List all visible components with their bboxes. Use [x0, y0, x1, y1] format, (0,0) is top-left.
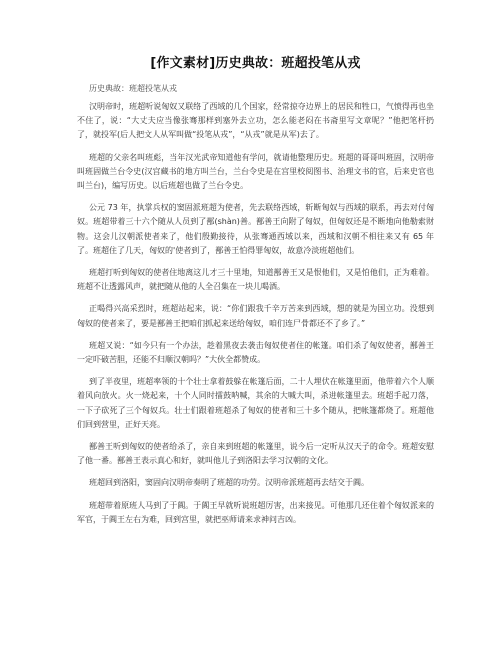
paragraph: 班超带着原班人马到了于阗。于阗王早就听说班超厉害，出来接见。可他那几还住着个匈奴派来的军官，于阗王左右为难，回到宫里，就把巫师请来求神问吉凶。	[77, 500, 434, 524]
paragraph: 鄯善王听到匈奴的使者给杀了，亲自来到班超的帐篷里，说今后一定听从汉天子的命令。班超安慰了他一番。鄯善王表示真心和好，就叫他儿子到洛阳去学习汉朝的文化。	[77, 442, 434, 466]
paragraph: 到了半夜里，班超率领的十个壮士拿着鼓躲在帐篷后面，二十人埋伏在帐篷里面，他带着六个人顺着风向放火。火一烧起来，十个人同时擂鼓呐喊，其余的大喊大叫，杀进帐篷里去。班超手起刀落，一下子砍死了三个匈奴兵。壮士们跟着班超杀了匈奴的使者和三十多个随从，把帐篷都烧了。班超他们回到营里，正好天亮。	[77, 377, 434, 429]
paragraph: 正喝得兴高采烈时，班超站起来，说：“你们跟我千辛万苦来到西域，想的就是为国立功。没想到匈奴的使者来了，要是鄯善王把咱们抓起来送给匈奴，咱们连尸骨都还不了乡了。”	[77, 304, 434, 328]
paragraph: 公元 73 年，执掌兵权的窦固派班超为使者，先去联络西域，斩断匈奴与西域的联系，再去对付匈奴。班超带着三十六个随从人员到了鄯(shàn)善。鄯善王向附了匈奴，但匈奴还是不断地向他勒索财物。这会儿汉朝派使者来了，他们殷勤接待，从张骞通西域以来，西域和汉朝不相往来又有 65 年了。班超住了几天，匈奴的'使者到了，鄯善王怕得罪匈奴，故意冷淡班超他们。	[77, 203, 434, 255]
document-title: [作文素材]历史典故：班超投笔从戎	[150, 56, 361, 71]
paragraph: 班超回到洛阳，窦固向汉明帝奏明了班超的功劳。汉明帝派班超再去结交于阗。	[89, 478, 369, 488]
paragraph: 班超的父亲名叫班彪，当年汉光武帝知道他有学问，就请他整理历史。班超的哥哥叫班固，汉明帝叫班固做兰台令史(汉宫藏书的地方叫兰台，兰台令史是在宫里校阅图书、治理文书的官，后来史官也叫兰台)，编写历史。以后班超也做了兰台令史。	[77, 152, 434, 191]
paragraph: 汉明帝时，班超听说匈奴又联络了西域的几个国家，经常掠夺边界上的居民和牲口，气愤得再也坐不住了，说：“大丈夫应当像张骞那样到塞外去立功，怎么能老闷在书斋里写文章呢？”他把笔杆扔了，就投军(后人把文人从军叫做“投笔从戎”，“从戎”就是从军)去了。	[77, 102, 434, 140]
document-subtitle: 历史典故：班超投笔从戎	[89, 84, 177, 93]
paragraph: 班超又说：“如今只有一个办法，趁着黑夜去袭击匈奴使者住的帐篷。咱们杀了匈奴使者，鄯善王一定吓破苦胆，还能不归顺汉朝吗？”大伙全都赞成。	[77, 340, 434, 365]
paragraph: 班超打听到匈奴的使者住地离这儿才三十里地，知道鄯善王又是恨他们，又是怕他们，正为难着。班超不让透露风声，就把随从他的人全召集在一块儿喝酒。	[77, 268, 434, 292]
